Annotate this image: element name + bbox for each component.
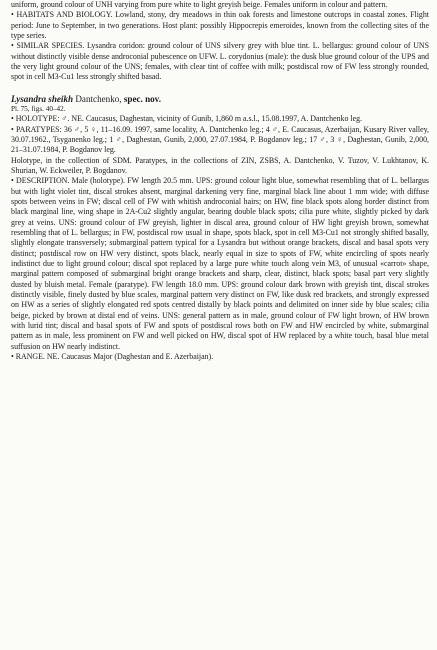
holotype-section: • HOLOTYPE: ♂. NE. Caucasus, Daghestan, vicinity of Gunib, 1,860 m a.s.l., 15.08.1997, A. Dantchenko leg. xyxy=(11,114,362,124)
species-heading xyxy=(11,94,429,105)
range-section: • RANGE. NE. Caucasus Major (Daghestan and E. Azerbaijan). xyxy=(11,352,214,362)
similar-species: • SIMILAR SPECIES. Lysandra coridon: ground colour of UNS silvery grey with blue tint. L. bellargus: ground colour of UNS without distinctly visible dense androconial pubescence on UFW. L. corydonius (male): the dusk blue ground colour of the UPS and the very light ground colour of the UNS; females, with clear tint of coffee with milk; postdiscal row of FW less strongly rounded, spot in cell M3-Cu1 less strongly shifted basad. xyxy=(11,41,429,82)
paratypes-section: • PARATYPES: 36 ♂, 5 ♀, 11–16.09. 1997, same locality, A. Dantchenko leg.; 4 ♂, E. Caucasus, Azerbaijan, Kusary River valley, 30.07.1962., Tsyganenko leg.; 1 ♂, Daghestan, Gunib, 2,000, 27.07.1984, P. Bogdanov leg.; 17 ♂, 3 ♀, Daghestan, Gunib, 2,000, 21–31.07.1984, P. Bogdanov leg. xyxy=(11,124,429,155)
species-status: spec. nov. xyxy=(123,93,161,104)
habitats-and-biology: • HABITATS AND BIOLOGY. Lowland, stony, dry meadows in thin oak forests and limestone outcrops in coastal zones. Flight period: June to September, in two generations. Host plant: possibly Hippocrepis emeroides, known from the collecting sites of the type series. xyxy=(11,10,429,41)
description-section: • DESCRIPTION. Male (holotype). FW length 20.5 mm. UPS: ground colour light blue, somewhat resembling that of L. bellargus but with light violet tint, discal strokes absent, marginal darkening very fine, marginal black line about 1 mm wide; with diffuse spots between veins in FW; discal cell of FW with whitish androconial hairs; on HW, fine black spots along border distinct from black marginal line, wing shape in 2A-Cu2 slightly angular, bearing double black spots; cilia pure white, slightly picked by dark grey at veins. UNS: ground colour of FW greyish, lighter in discal area, ground colour of HW light greyish brown, somewhat resembling that of L. bellargus; in FW, postdiscal row usual in shape, spots black, spot in cell M3-Cu1 not strongly shifted basally, slightly elongate transversely; submarginal pattern typical for a Lysandra but without orange brackets, discal and basal spots very distinct; postdiscal row on HW very distinct, spots black, nearly equal in size to spots of FW, white encircling of spots nearly indistinct due to light ground colour; discal spot replaced by a large pure white touch along vein M3, of unusual «carrot» shape, marginal pattern composed of submarginal bright orange brackets and sharp, clear, distinct, black spots; basal part very slightly dusted by bluish metal. Female (paratype). FW length 18.0 mm. UPS: ground colour dark brown with greyish tint, discal strokes distinctly visible, finely dusted by blue scales, marginal pattern very distinct on FW, like dusk red brackets, and strongly expressed on HW as a series of slightly elongated red spots centred distally by black points and delimited on inner side by blue scales; cilia beige, picked by brown at distal end of veins. UNS: general pattern as in male, ground colour of FW light brown, of HW brown with lurid tint; discal and basal spots of FW and spots of postdiscal rows both on FW and HW encircled by white, submarginal pattern as in male, less prominent on FW and well picked on HW, discal spot of HW replaced by a white touch, basal blue metal suffusion on HW nearly indistinct. xyxy=(11,176,429,351)
previous-species-uns-continued: uniform, ground colour of UNH varying from pure white to light greyish beige. Females uniform in colour and pattern. xyxy=(11,0,388,9)
type-depository: Holotype, in the collection of SDM. Paratypes, in the collections of ZIN, ZSBS, A. Dantchenko, V. Tuzov, V. Lukhtanov, K. Shurian, W. Eckweiler, P. Bogdanov. xyxy=(11,155,429,175)
document-page xyxy=(11,0,429,363)
species-name: Lysandra sheikh xyxy=(11,93,74,104)
section-gap xyxy=(11,83,429,92)
species-author: Dantchenko, xyxy=(75,93,122,104)
plate-reference: Pl. 75, figs. 40–42. xyxy=(11,104,66,113)
